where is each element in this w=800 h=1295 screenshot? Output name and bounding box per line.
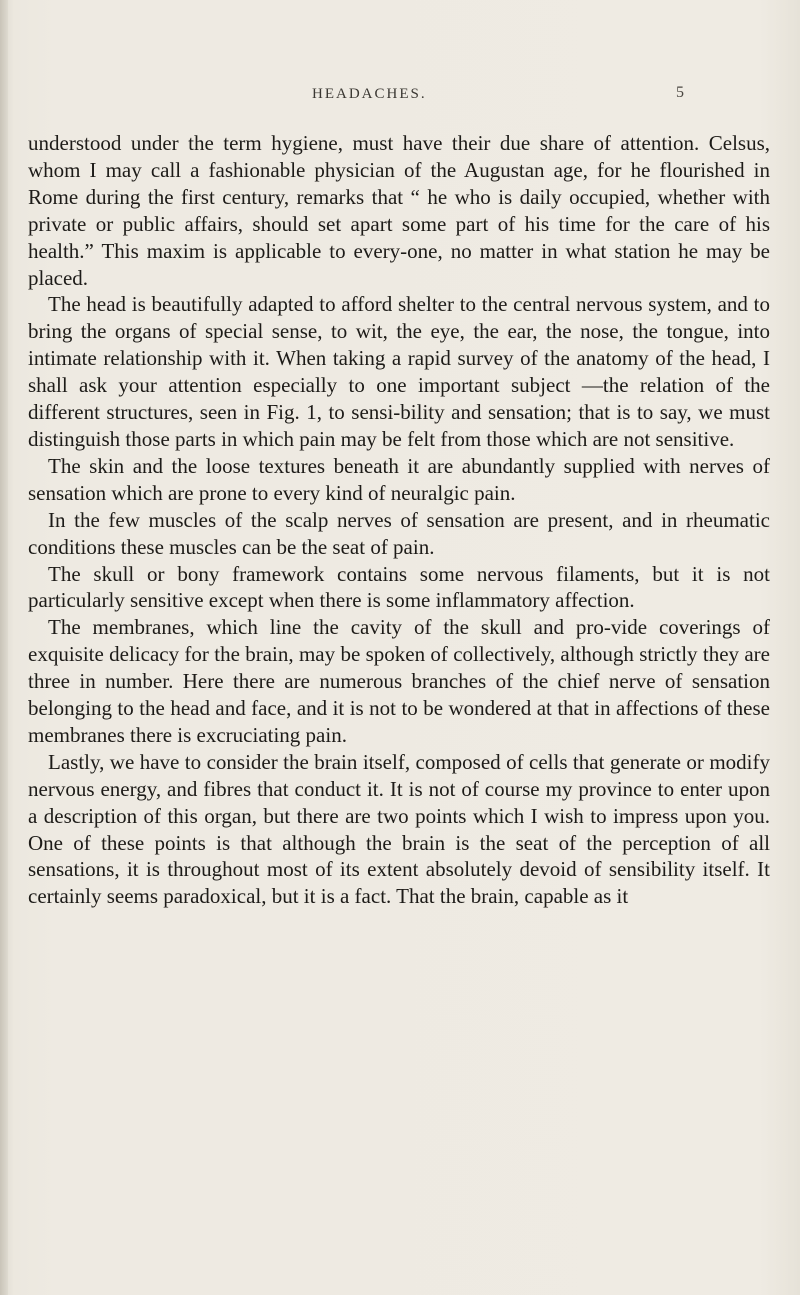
paragraph-brain: Lastly, we have to consider the brain itself, composed of cells that generate or modify nervous energy, and fibres that conduct it. It is not of course my province to enter upon a description of this organ, but there are two points which I wish to impress upon you. One of these points is that although the brain is the seat of the perception of all sensations, it is throughout most of its extent absolutely devoid of sensibility itself. It certainly seems paradoxical, but it is a fact. That the brain, capable as it [28,749,770,909]
paragraph-head-anatomy: The head is beautifully adapted to afford shelter to the central nervous system, and to bring the organs of special sense, to wit, the eye, the ear, the nose, the tongue, into intimate relationship with it. When taking a rapid survey of the anatomy of the head, I shall ask your attention especially to one important subject —the relation of the different structures, seen in Fig. 1, to sensi-bility and sensation; that is to say, we must distinguish those parts in which pain may be felt from those which are not sensitive. [28,292,770,451]
paragraph-skull: The skull or bony framework contains some nervous filaments, but it is not particularly sensitive except when there is some inflammatory affection. [28,561,770,613]
page-binding-edge [0,0,8,1295]
paragraph-continued: understood under the term hygiene, must have their due share of attention. Celsus, whom I may call a fashionable physician of the Augustan age, for he flourished in Rome during the first century, remarks that “ he who is daily occupied, whether with private or public affairs, should set apart some part of his time for the care of his health.” This maxim is applicable to every-one, no matter in what station he may be placed. [28,131,770,290]
paragraph-scalp-muscles: In the few muscles of the scalp nerves of sensation are present, and in rheumatic conditions these muscles can be the seat of pain. [28,507,770,559]
paragraph-skin: The skin and the loose textures beneath it are abundantly supplied with nerves of sensation which are prone to every kind of neuralgic pain. [28,453,770,505]
body-text [28,130,770,910]
running-head [0,86,800,110]
page-number: 5 [676,84,684,101]
running-title: HEADACHES. [312,86,427,102]
paragraph-membranes: The membranes, which line the cavity of the skull and pro-vide coverings of exquisite delicacy for the brain, may be spoken of collectively, although strictly they are three in number. Here there are numerous branches of the chief nerve of sensation belonging to the head and face, and it is not to be wondered at that in affections of these membranes there is excruciating pain. [28,615,770,747]
